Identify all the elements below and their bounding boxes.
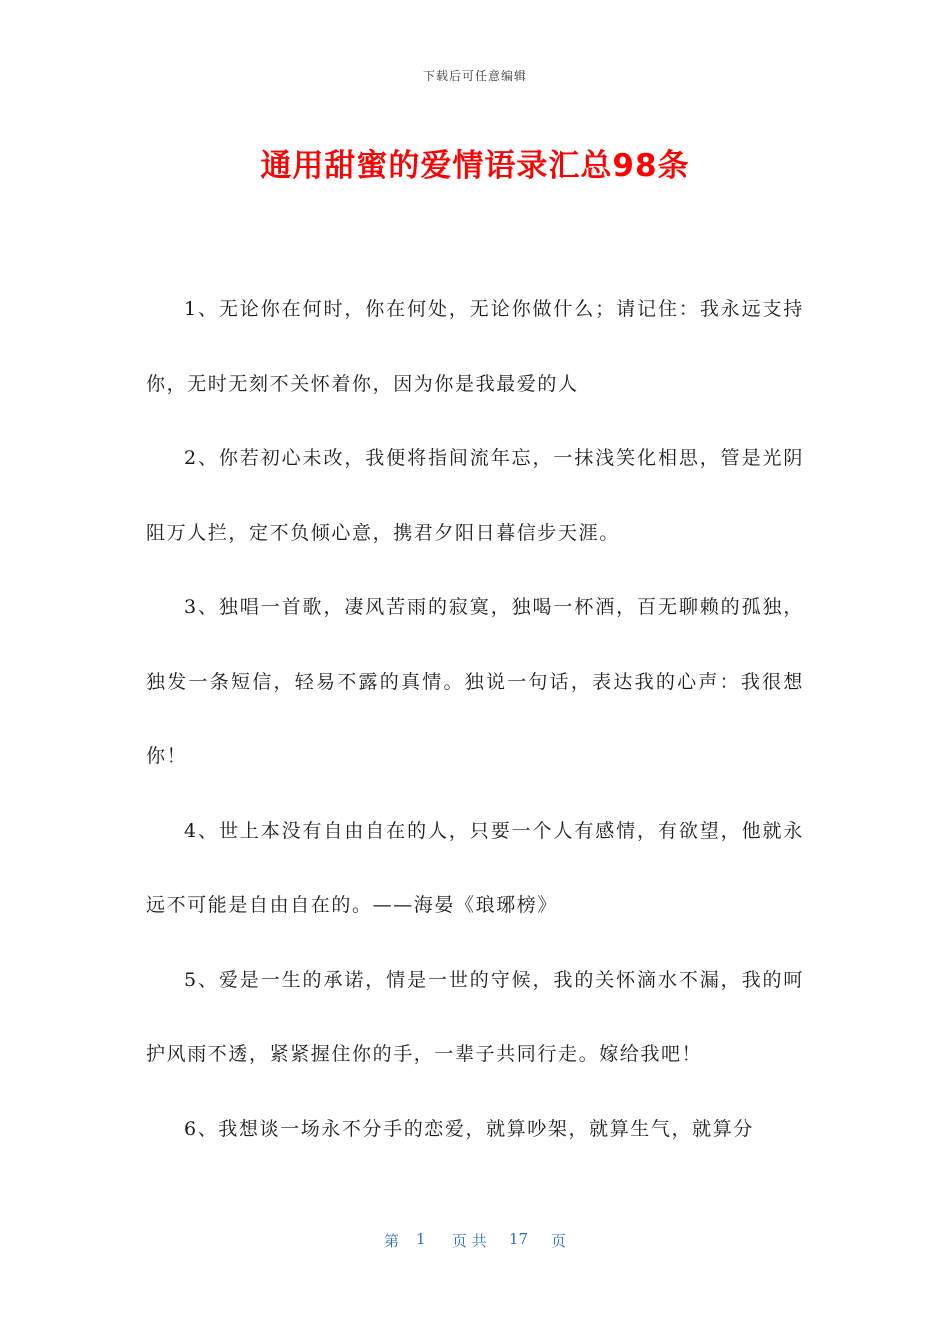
document-body bbox=[146, 272, 804, 1166]
footer-page-middle: 页 共 bbox=[452, 1232, 487, 1250]
paragraph-3: 3、独唱一首歌，凄风苦雨的寂寞，独喝一杯酒，百无聊赖的孤独，独发一条短信，轻易不露的真情。独说一句话，表达我的心声：我很想你！ bbox=[146, 596, 804, 767]
paragraph-4: 4、世上本没有自由自在的人，只要一个人有感情，有欲望，他就永远不可能是自由自在的。——海晏《琅琊榜》 bbox=[146, 819, 804, 916]
document-title: 通用甜蜜的爱情语录汇总98条 bbox=[260, 148, 690, 184]
header-note: 下载后可任意编辑 bbox=[422, 69, 527, 83]
footer-page-number: 1 bbox=[416, 1230, 426, 1248]
footer-page-suffix: 页 bbox=[551, 1232, 567, 1250]
paragraph-1: 1、无论你在何时，你在何处，无论你做什么；请记住：我永远支持你，无时无刻不关怀着你，因为你是我最爱的人 bbox=[146, 298, 804, 395]
footer-total-pages: 17 bbox=[509, 1230, 529, 1248]
footer-page-prefix: 第 bbox=[384, 1232, 400, 1250]
paragraph-6: 6、我想谈一场永不分手的恋爱，就算吵架，就算生气，就算分 bbox=[184, 1117, 754, 1140]
paragraph-5: 5、爱是一生的承诺，情是一世的守候，我的关怀滴水不漏，我的呵护风雨不透，紧紧握住你的手，一辈子共同行走。嫁给我吧！ bbox=[146, 968, 804, 1065]
page-footer bbox=[0, 1230, 950, 1250]
paragraph-2: 2、你若初心未改，我便将指间流年忘，一抹浅笑化相思，管是光阴阻万人拦，定不负倾心意，携君夕阳日暮信步天涯。 bbox=[146, 447, 804, 544]
